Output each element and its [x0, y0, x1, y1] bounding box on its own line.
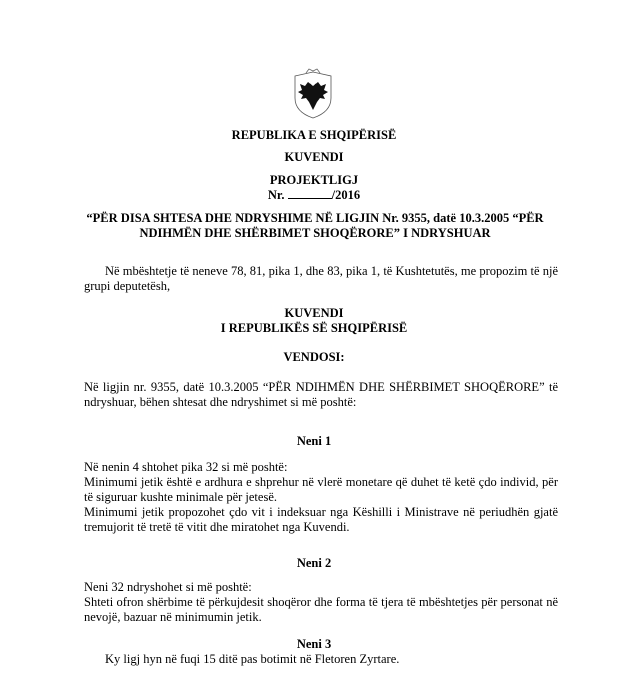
article-1-line: Minimumi jetik propozohet çdo vit i indeksuar nga Këshilli i Ministrave në periudhën gjatë tremujorit të tretë të vitit dhe miratohet nga Kuvendi. — [84, 505, 558, 534]
decides-heading: VENDOSI: — [283, 350, 345, 364]
assembly-heading-line2: I REPUBLIKËS SË SHQIPËRISË — [220, 321, 408, 335]
article-2-line: Neni 32 ndryshohet si më poshtë: — [84, 580, 252, 594]
article-3-heading: Neni 3 — [296, 637, 332, 651]
article-1-heading: Neni 1 — [296, 434, 332, 448]
assembly-heading-line1: KUVENDI — [284, 306, 344, 320]
law-title: “PËR DISA SHTESA DHE NDRYSHIME NË LIGJIN Nr. 9355, datë 10.3.2005 “PËR NDIHMËN DHE SHËRBIMET SHOQËRORE” I NDRYSHUAR — [86, 211, 544, 240]
albanian-coat-of-arms-icon — [292, 68, 334, 120]
preamble: Në mbështetje të neneve 78, 81, pika 1, dhe 83, pika 1, të Kushtetutës, me propozim të një grupi deputetësh, — [84, 264, 558, 293]
article-3-body: Ky ligj hyn në fuqi 15 ditë pas botimit në Fletoren Zyrtare. — [105, 652, 400, 666]
article-1-line: Minimumi jetik është e ardhura e shprehur në vlerë monetare që duhet të ketë çdo individ, për të siguruar kushte minimale për jetesë. — [84, 475, 558, 504]
article-2-line: Shteti ofron shërbime të përkujdesit shoqëror dhe forma të tjera të mbështetjes për personat në nevojë, bazuar në minimumin jetik. — [84, 595, 558, 624]
article-2-body — [84, 580, 558, 625]
intro-paragraph: Në ligjin nr. 9355, datë 10.3.2005 “PËR NDIHMËN DHE SHËRBIMET SHOQËRORE” të ndryshuar, bëhen shtesat dhe ndryshimet si më poshtë: — [84, 380, 558, 409]
law-number-prefix: Nr. — [267, 188, 288, 202]
doc-type-heading: PROJEKTLIGJ — [269, 173, 359, 187]
law-number-suffix: /2016 — [331, 188, 361, 202]
article-1-line: Në nenin 4 shtohet pika 32 si më poshtë: — [84, 460, 288, 474]
law-number-blank — [288, 188, 332, 199]
republic-heading: REPUBLIKA E SHQIPËRISË — [231, 128, 397, 142]
article-2-heading: Neni 2 — [296, 556, 332, 570]
institution-heading: KUVENDI — [284, 150, 344, 164]
law-number — [0, 188, 628, 203]
article-1-body — [84, 460, 558, 535]
